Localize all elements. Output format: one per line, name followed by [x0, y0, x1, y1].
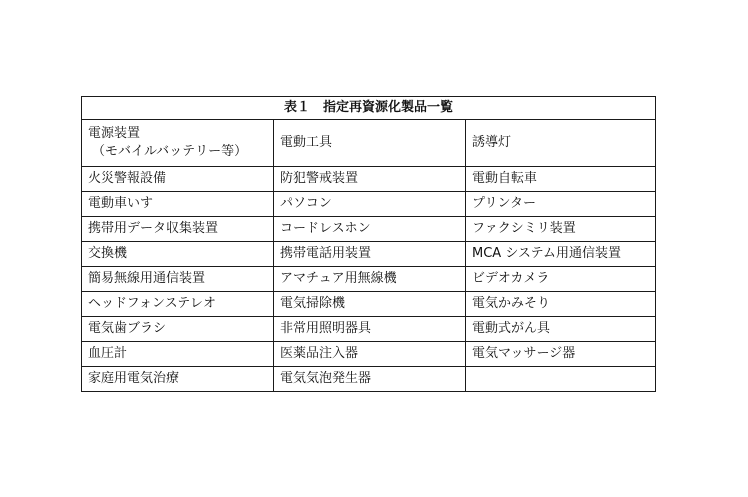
- table-row: [82, 120, 656, 167]
- table-row: [82, 167, 656, 192]
- table-cell: 非常用照明器具: [274, 317, 466, 342]
- table-cell: ファクシミリ装置: [466, 217, 656, 242]
- designated-products-table: [81, 96, 656, 392]
- table-cell: 電動式がん具: [466, 317, 656, 342]
- table-title: 表１ 指定再資源化製品一覧: [82, 97, 656, 120]
- table-cell: 火災警報設備: [82, 167, 274, 192]
- table-row: [82, 317, 656, 342]
- table-cell: 簡易無線用通信装置: [82, 267, 274, 292]
- table-cell: 携帯用データ収集装置: [82, 217, 274, 242]
- table-cell: 電気歯ブラシ: [82, 317, 274, 342]
- table-cell: 誘導灯: [466, 120, 656, 167]
- table-cell: 電気掃除機: [274, 292, 466, 317]
- table-cell: パソコン: [274, 192, 466, 217]
- table-cell: 交換機: [82, 242, 274, 267]
- table-row: [82, 367, 656, 392]
- product-table-container: [81, 96, 655, 392]
- table-cell: ビデオカメラ: [466, 267, 656, 292]
- table-row: [82, 342, 656, 367]
- table-cell: 携帯電話用装置: [274, 242, 466, 267]
- table-cell: コードレスホン: [274, 217, 466, 242]
- table-row: [82, 267, 656, 292]
- table-cell: 防犯警戒装置: [274, 167, 466, 192]
- cell-line: 電源装置: [88, 126, 141, 141]
- table-title-row: [82, 97, 656, 120]
- table-cell: 血圧計: [82, 342, 274, 367]
- table-row: [82, 217, 656, 242]
- table-cell: 医薬品注入器: [274, 342, 466, 367]
- cell-line: （モバイルバッテリー等）: [92, 144, 248, 159]
- table-cell: 電気マッサージ器: [466, 342, 656, 367]
- table-cell: プリンター: [466, 192, 656, 217]
- table-cell: ヘッドフォンステレオ: [82, 292, 274, 317]
- table-cell: [466, 367, 656, 392]
- table-row: [82, 192, 656, 217]
- table-cell: 電動自転車: [466, 167, 656, 192]
- table-cell: 電気気泡発生器: [274, 367, 466, 392]
- table-cell: 家庭用電気治療: [82, 367, 274, 392]
- table-cell: アマチュア用無線機: [274, 267, 466, 292]
- table-cell: MCA システム用通信装置: [466, 242, 656, 267]
- table-row: [82, 242, 656, 267]
- table-cell: 電動工具: [274, 120, 466, 167]
- table-cell: 電動車いす: [82, 192, 274, 217]
- table-row: [82, 292, 656, 317]
- table-cell: 電気かみそり: [466, 292, 656, 317]
- table-cell: [82, 120, 274, 167]
